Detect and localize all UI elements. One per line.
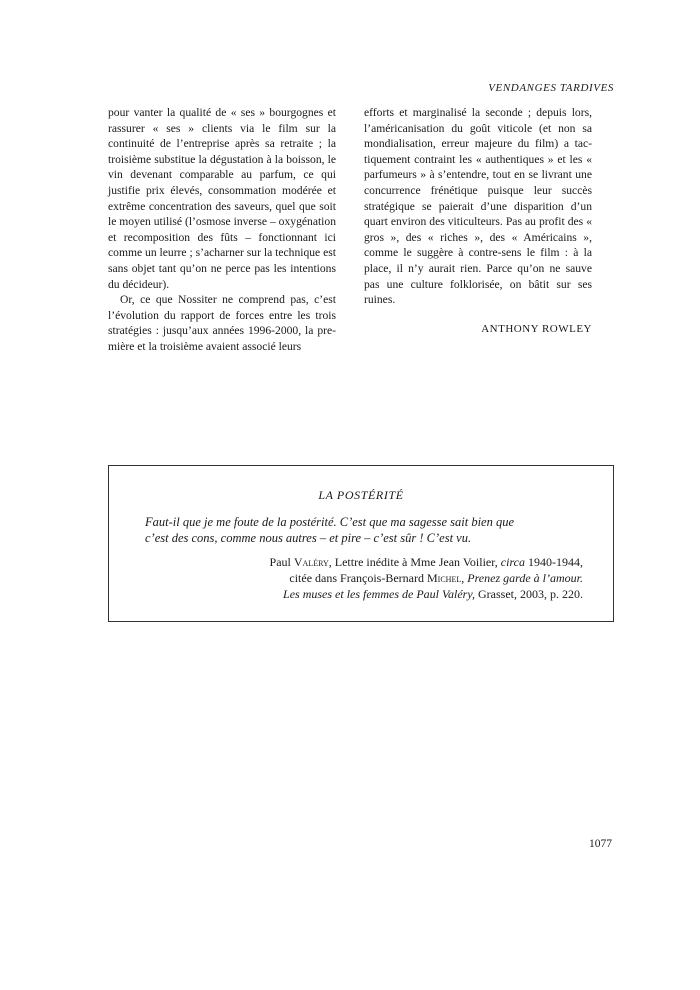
quotation-box bbox=[108, 465, 614, 622]
box-quote bbox=[145, 514, 585, 546]
book-subtitle: Les muses et les femmes de Paul Valéry, bbox=[283, 587, 475, 601]
source-line bbox=[163, 586, 583, 602]
source-line bbox=[163, 570, 583, 586]
source-text: , Lettre inédite à Mme Jean Voilier, bbox=[328, 555, 501, 569]
source-circa: circa bbox=[500, 555, 525, 569]
paragraph: efforts et marginalisé la seconde ; depuis lors, l’américanisation du goût viticole (et non sa mondialisation, erreur majeure du film) a tactiquement contraint les « authentiques » et les « parfumeurs » à s’entendre, tout en se livrant une concurrence frénétique puisque leur succès stratégique se paierait d’une disparition d’un quart environ des viticulteurs. Pas au profit des « gros », des « riches », des « Américains », comme le suggère à contre-sens le film : à la place, il n’y aurait rien. Parce qu’on ne sauve pas une culture folklorisée, on bâtit sur ses ruines. bbox=[364, 106, 592, 307]
author-last-name: Valéry bbox=[293, 555, 329, 569]
author-signature: ANTHONY ROWLEY bbox=[481, 322, 592, 335]
quote-line: Faut-il que je me foute de la postérité. C’est que ma sagesse sait bien que bbox=[145, 515, 515, 529]
book-title: Prenez garde à l’amour. bbox=[467, 571, 583, 585]
article-column-right bbox=[364, 105, 592, 337]
source-text: , bbox=[461, 571, 468, 585]
source-dates: 1940-1944, bbox=[525, 555, 583, 569]
paragraph: pour vanter la qualité de « ses » bourgognes et rassurer « ses » clients via le film sur la continuité de l’entreprise après sa retraite ; la troisième substitue la dégustation à la boisson, le vin devenant comparable au parfum, ce qui justifie prix élevés, consommation modérée et extrême concentration des saveurs, quel que soit le moyen utilisé (l’osmose inverse – oxygénation et recomposition des fûts – fonctionnant ici comme un leurre ; s’acharner sur la technique est sans objet tant qu’on ne perce pas les intentions du décideur). bbox=[108, 106, 336, 291]
running-head: VENDANGES TARDIVES bbox=[488, 82, 614, 94]
page-number: 1077 bbox=[589, 838, 612, 850]
paragraph: Or, ce que Nossiter ne comprend pas, c’est l’évolution du rapport de forces entre les trois stratégies : jusqu’aux années 1996-2000, la première et la troisième avaient associé leurs bbox=[108, 293, 336, 353]
box-title: LA POSTÉRITÉ bbox=[318, 488, 404, 502]
author-first-name: Paul bbox=[269, 555, 294, 569]
source-text: citée dans François-Bernard bbox=[289, 571, 427, 585]
quote-line: c’est des cons, comme nous autres – et pire – c’est sûr ! C’est vu. bbox=[145, 531, 472, 545]
article-column-left bbox=[108, 105, 336, 355]
publisher: Grasset, 2003, p. 220. bbox=[475, 587, 583, 601]
box-source bbox=[163, 554, 583, 602]
editor-name: Michel bbox=[427, 571, 462, 585]
source-line bbox=[163, 554, 583, 570]
